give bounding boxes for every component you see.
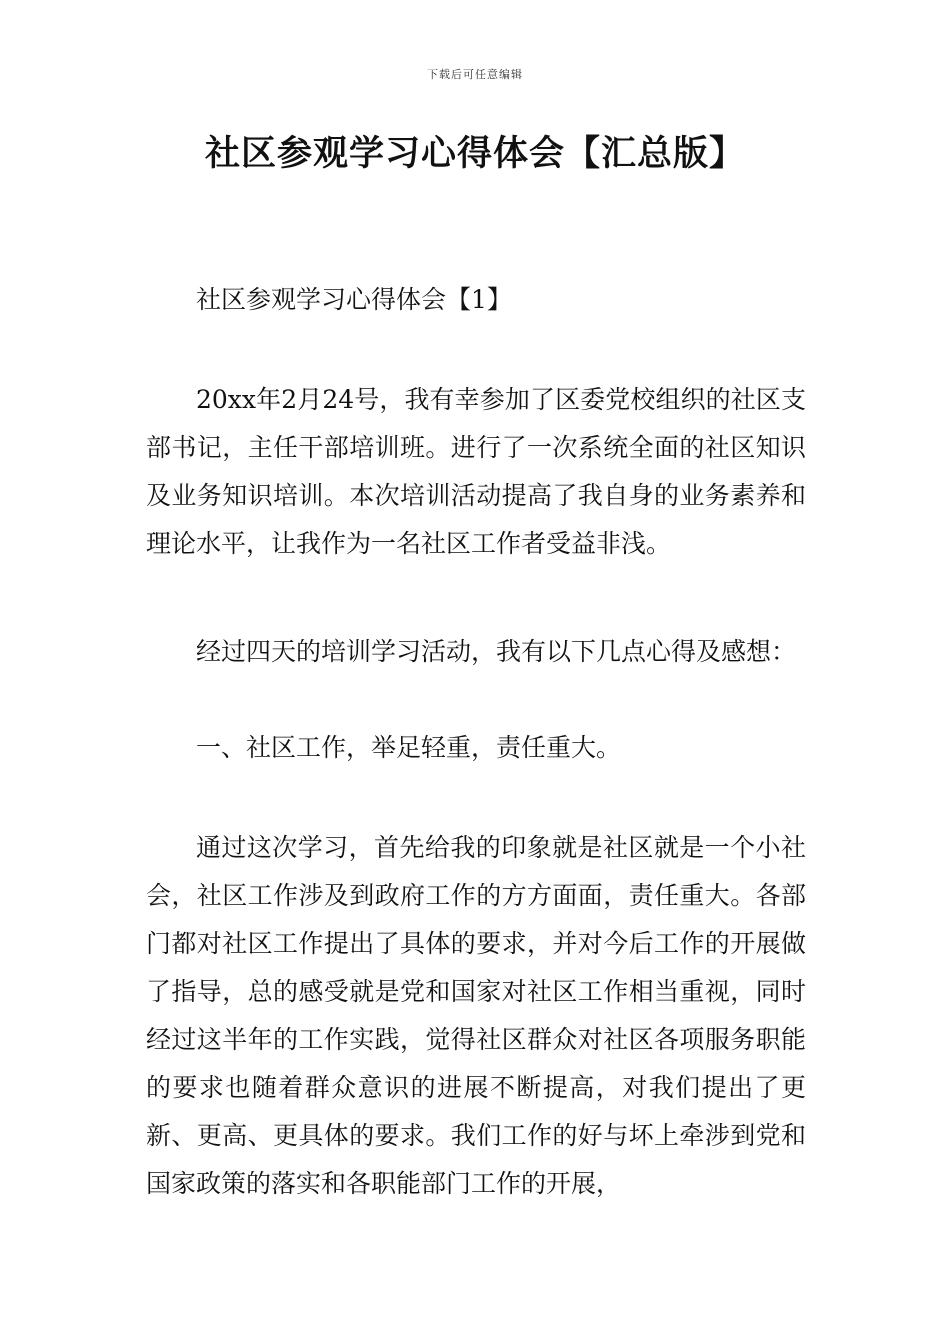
- document-title: 社区参观学习心得体会【汇总版】: [204, 134, 745, 174]
- paragraph-summary: 经过四天的培训学习活动，我有以下几点心得及感想：: [196, 637, 797, 666]
- header-note: 下载后可任意编辑: [427, 68, 523, 81]
- paragraph-intro: 20xx年2月24号，我有幸参加了区委党校组织的社区支部书记，主任干部培训班。进行了一次系统全面的社区知识及业务知识培训。本次培训活动提高了我自身的业务素养和理论水平，让我作为一名社区工作者受益非浅。: [146, 385, 806, 558]
- paragraph-body: 通过这次学习，首先给我的印象就是社区就是一个小社会，社区工作涉及到政府工作的方方面面，责任重大。各部门都对社区工作提出了具体的要求，并对今后工作的开展做了指导，总的感受就是党和国家对社区工作相当重视，同时经过这半年的工作实践，觉得社区群众对社区各项服务职能的要求也随着群众意识的进展不断提高，对我们提出了更新、更高、更具体的要求。我们工作的好与坏上牵涉到党和国家政策的落实和各职能部门工作的开展，: [146, 833, 806, 1198]
- section-subtitle: 社区参观学习心得体会【1】: [196, 285, 512, 314]
- section-heading-one: 一、社区工作，举足轻重，责任重大。: [196, 733, 622, 762]
